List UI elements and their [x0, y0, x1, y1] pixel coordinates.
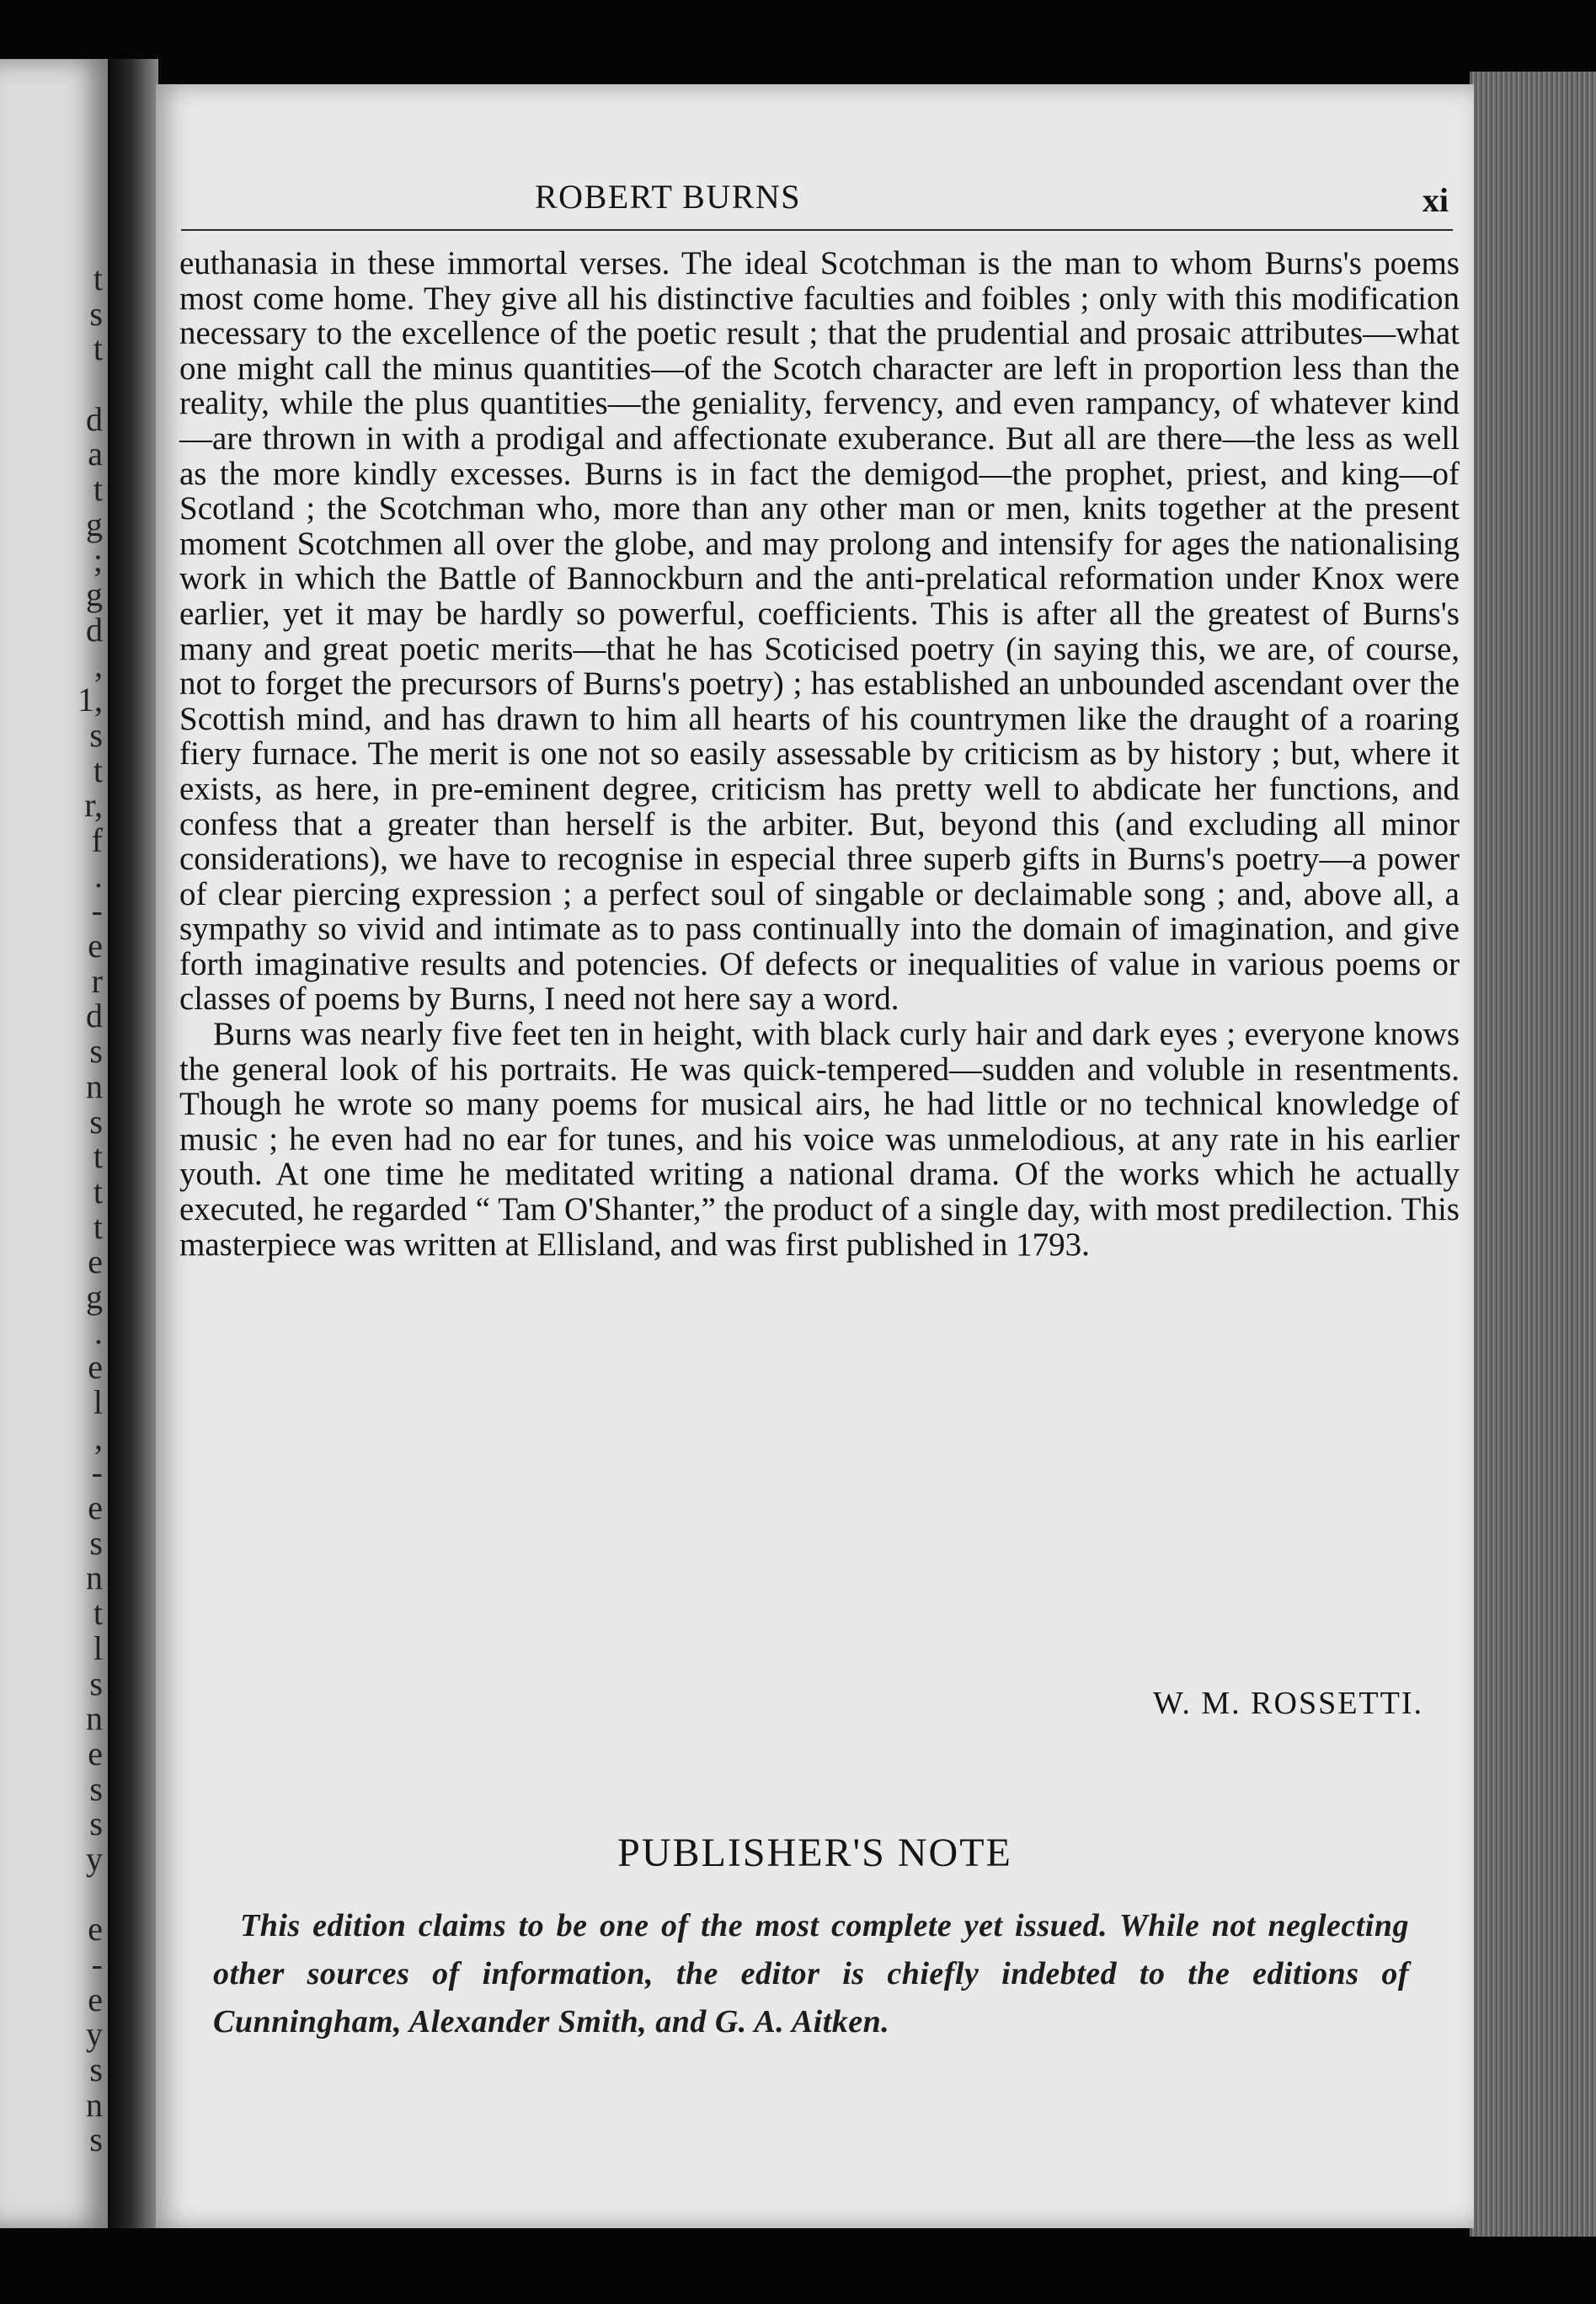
facing-page-letter: s	[89, 715, 103, 754]
facing-page-letter: t	[93, 1137, 103, 1176]
facing-page-letter: -	[91, 1453, 103, 1492]
facing-page-letter: f	[91, 821, 103, 859]
facing-page-letter: t	[93, 470, 103, 509]
section-heading: PUBLISHER'S NOTE	[617, 1831, 1012, 1875]
facing-page-letter: t	[93, 259, 103, 297]
facing-page-letter: g	[86, 575, 103, 614]
facing-page-letter: t	[93, 1172, 103, 1211]
facing-page-letter: e	[88, 1243, 103, 1281]
facing-page-letter: n	[86, 1066, 103, 1105]
facing-page-letter: g	[86, 1277, 103, 1316]
facing-page-letter: d	[86, 399, 103, 438]
book-page	[156, 84, 1474, 2228]
page-stack-edge	[1470, 72, 1596, 2237]
facing-page-letter: t	[93, 1594, 103, 1633]
facing-page-letter: s	[89, 1523, 103, 1562]
facing-page-letters	[66, 59, 103, 2157]
facing-page-letter	[66, 366, 103, 402]
facing-page-letter: s	[89, 1804, 103, 1843]
facing-page-letter: d	[86, 610, 103, 649]
paragraph: Burns was nearly five feet ten in height, with black curly hair and dark eyes ; everyone knows the general look of his portraits. He was quick-tempered—sudden and voluble in resentments. Though he wrote so many poems for musical airs, he had little or no technical knowledge of music ; he even had no ear for tunes, and his voice was unmelodious, at any rate in his earlier youth. At one time he meditated writing a national drama. Of the works which he actually executed, he regarded “ Tam O'Shanter,” the product of a single day, with most predilection. This masterpiece was written at Ellisland, and was first published in 1793.	[179, 1016, 1460, 1263]
facing-page-letter: a	[88, 435, 103, 473]
facing-page-letter: s	[89, 2120, 103, 2159]
facing-page-letter: t	[93, 329, 103, 368]
paragraph: euthanasia in these immortal verses. The ideal Scotchman is the man to whom Burns's poems most come home. They give all his distinctive faculties and foibles ; only with this modification necessary to the excellence of the poetic result ; that the prudential and prosaic attributes—what one might call the minus quantities—of the Scotch character are left in proportion less than the reality, while the plus quantities—the geniality, fervency, and even rampancy, of whatever kind—are thrown in with a prodigal and affectionate exuberance. But all are there—the less as well as the more kindly excesses. Burns is in fact the demigod—the prophet, priest, and king—of Scotland ; the Scotchman who, more than any other man or men, knits together at the present moment Scotchmen all over the globe, and may prolong and intensify for ages the nationalising work in which the Battle of Bannockburn and the anti-prelatical reformation under Knox were earlier, yet it may be hardly so powerful, coefficients. This is after all the greatest of Burns's many and great poetic merits—that he has Scoticised poetry (in saying this, we are, of course, not to forget the precursors of Burns's poetry) ; has established an unbounded ascendant over the Scottish mind, and has drawn to him all hearts of his countrymen like the draught of a roaring fiery furnace. The merit is one not so easily assessable by criticism as by history ; but, where it exists, as here, in pre-eminent degree, criticism has pretty well to abdicate her functions, and confess that a greater than herself is the arbiter. But, beyond this (and excluding all minor considerations), we have to recognise in especial three superb gifts in Burns's poetry—a power of clear piercing expression ; a perfect soul of singable or declaimable song ; and, above all, a sympathy so vivid and intimate as to pass continually into the domain of imagination, and give forth imaginative results and potencies. Of defects or inequalities of value in various poems or classes of poems by Burns, I need not here say a word.	[179, 245, 1460, 1018]
facing-page-letter: e	[88, 927, 103, 965]
running-head: ROBERT BURNS	[535, 178, 802, 216]
facing-page-letter: ,	[94, 645, 103, 684]
facing-page-letter: t	[93, 1207, 103, 1246]
facing-page-letter: -	[91, 1945, 103, 1983]
page-number: xi	[1422, 181, 1449, 219]
facing-page-letter: s	[89, 2050, 103, 2089]
facing-page-letter: s	[89, 1664, 103, 1703]
facing-page-letter: e	[88, 1980, 103, 2018]
facing-page-letter: 1,	[77, 681, 103, 719]
facing-page-letter: e	[88, 1489, 103, 1527]
facing-page-letter: l	[93, 1383, 103, 1421]
facing-page-letter	[66, 1877, 103, 1912]
facing-page-letter: e	[88, 1910, 103, 1949]
facing-page-letter: n	[86, 2085, 103, 2124]
facing-page-letter: -	[91, 891, 103, 930]
facing-page-letter: .	[94, 856, 103, 895]
essay-text	[179, 246, 1460, 1262]
facing-page-letter: n	[86, 1699, 103, 1738]
book-gutter	[108, 59, 158, 2228]
facing-page-letter: l	[93, 1628, 103, 1667]
facing-page-letter: e	[88, 1348, 103, 1387]
facing-page-letter: t	[93, 751, 103, 789]
author-signature: W. M. ROSSETTI.	[1152, 1686, 1423, 1721]
facing-page-letter: g	[86, 505, 103, 543]
facing-page-letter: n	[86, 1558, 103, 1597]
facing-page-edge	[0, 59, 108, 2228]
facing-page-letter: ,	[94, 1418, 103, 1457]
facing-page-letter: ;	[93, 540, 103, 579]
facing-page-letter: y	[86, 2015, 103, 2054]
facing-page-letter: e	[88, 1734, 103, 1772]
page-header	[156, 177, 1474, 227]
facing-page-letter: y	[86, 1839, 103, 1878]
facing-page-letter: .	[94, 1312, 103, 1351]
facing-page-letter: r	[91, 961, 103, 1000]
header-rule	[181, 229, 1453, 231]
publishers-note-text: This edition claims to be one of the most complete yet issued. While not neglecting other sources of information, the editor is chiefly indebted to the editions of Cunningham, Alexander Smith, and G. A. Aitken.	[213, 1908, 1409, 2039]
facing-page-letter: s	[89, 1032, 103, 1071]
facing-page-letter: d	[86, 997, 103, 1035]
facing-page-letter: r,	[84, 786, 103, 825]
facing-page-letter: s	[89, 1102, 103, 1141]
facing-page-letter: s	[89, 294, 103, 333]
facing-page-letter: s	[89, 1769, 103, 1808]
